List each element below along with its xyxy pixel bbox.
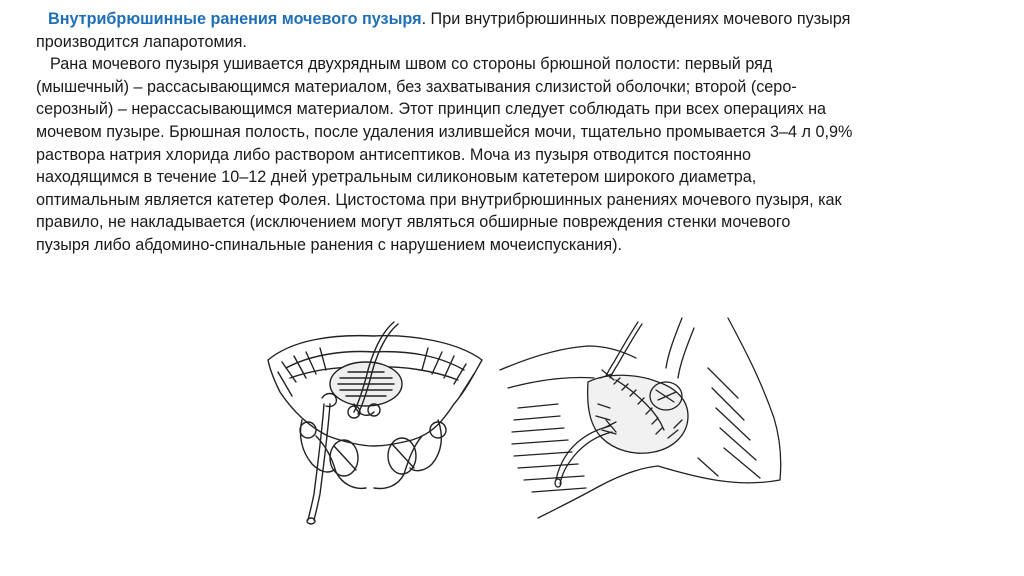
heading: Внутрибрюшинные ранения мочевого пузыря xyxy=(48,10,422,28)
paragraph-2-line-7: оптимальным является катетер Фолея. Цистостома при внутрибрюшинных ранениях мочевого пузыря, как xyxy=(36,190,842,209)
paragraph-2-line-9: пузыря либо абдомино-спинальные ранения с нарушением мочеиспускания). xyxy=(36,235,622,254)
paragraph-2-line-1: Рана мочевого пузыря ушивается двухрядным швом со стороны брюшной полости: первый ряд xyxy=(50,55,773,74)
bladder-suture-catheter-illustration xyxy=(498,308,784,530)
paragraph-2-line-8: правило, не накладывается (исключением могут являться обширные повреждения стенки мочевого xyxy=(36,213,791,232)
paragraph-2-line-3: серозный) – нерассасывающимся материалом. Этот принцип следует соблюдать при всех операциях на xyxy=(36,100,827,119)
paragraph-1-line-2: производится лапаротомия. xyxy=(36,32,247,51)
paragraph-2-line-2: (мышечный) – рассасывающимся материалом, без захватывания слизистой оболочки; второй (серо- xyxy=(36,77,797,96)
pelvis-catheter-illustration xyxy=(262,312,488,528)
paragraph-1 xyxy=(36,8,1016,31)
paragraph-1-text: . При внутрибрюшинных повреждениях мочевого пузыря xyxy=(421,10,851,28)
paragraph-2-line-6: находящимся в течение 10–12 дней уретральным силиконовым катетером широкого диаметра, xyxy=(36,168,757,187)
paragraph-2-line-4: мочевом пузыре. Брюшная полость, после удаления излившейся мочи, тщательно промывается 3–4 л 0,9% xyxy=(36,122,853,141)
text-block xyxy=(36,8,1016,257)
paragraph-2-line-5: раствора натрия хлорида либо раствором антисептиков. Моча из пузыря отводится постоянно xyxy=(36,145,752,164)
